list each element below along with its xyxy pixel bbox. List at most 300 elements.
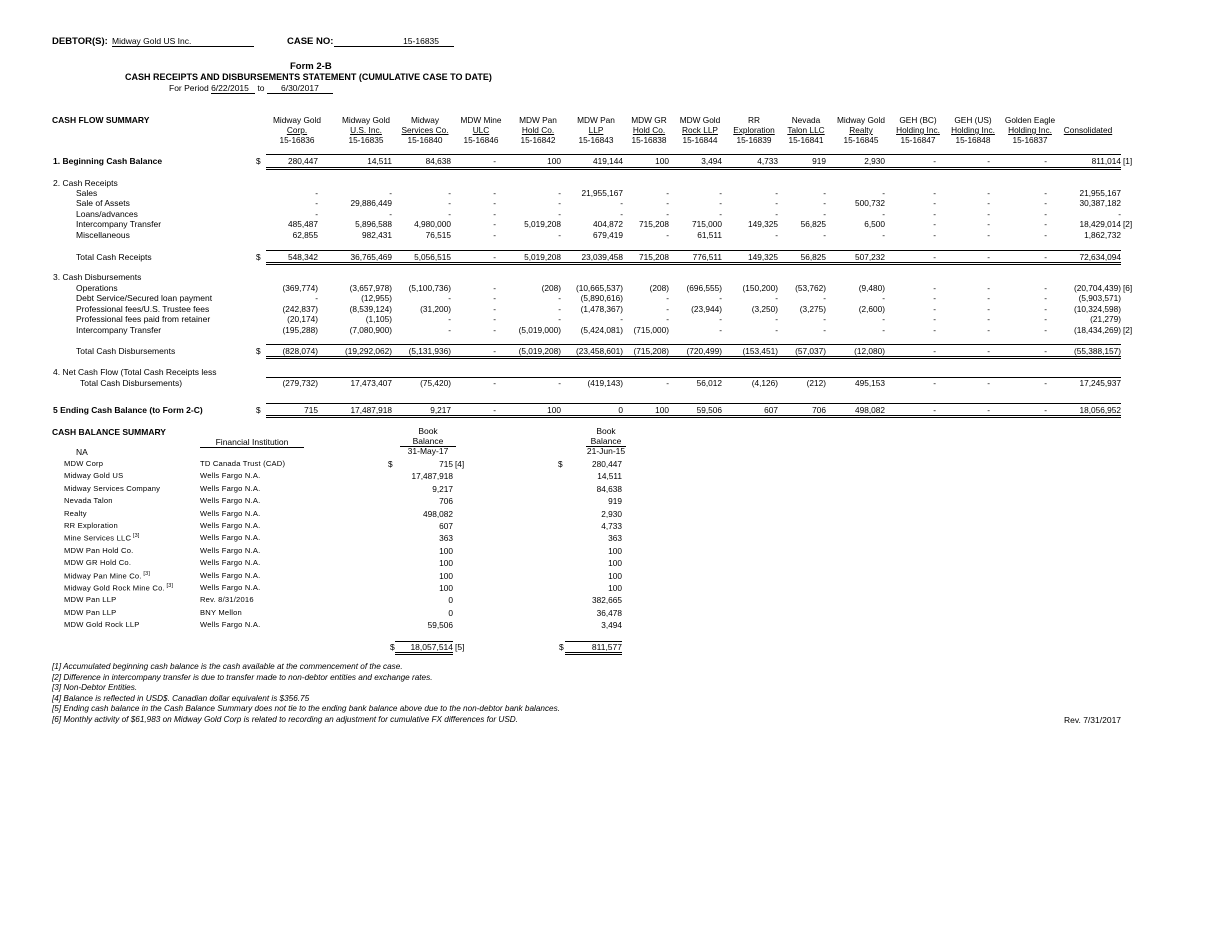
cell-value: 56,825 [800, 219, 826, 229]
cell-value: 811,014 [1091, 156, 1121, 166]
institution: Wells Fargo N.A. [200, 583, 261, 592]
cell-value: 404,872 [593, 219, 623, 229]
cell-value: - [389, 209, 392, 219]
cell-value: - [448, 198, 451, 208]
cell-value: - [666, 304, 669, 314]
book-balance-2: 3,494 [601, 620, 622, 631]
cell-value: 100 [547, 156, 561, 166]
cell-value: - [620, 314, 623, 324]
cell-value: - [558, 293, 561, 303]
institution: Wells Fargo N.A. [200, 533, 261, 543]
book-balance-header-2: Book Balance 21-Jun-15 [586, 426, 626, 456]
cell-value: - [1044, 304, 1047, 314]
cell-value: 679,419 [593, 230, 623, 240]
column-header: MDW Mine ULC 15-16846 [460, 115, 502, 145]
account-name: Midway Gold US [64, 471, 124, 481]
cell-value: (3,657,978) [349, 283, 392, 293]
cell-value: 776,511 [692, 252, 722, 262]
currency-symbol: $ [388, 459, 393, 469]
cell-value: 715 [304, 405, 318, 415]
period-line: For Period 6/22/2015 to 6/30/2017 [169, 83, 333, 94]
cell-value: 21,955,167 [581, 188, 623, 198]
cell-value: - [987, 378, 990, 388]
column-header: MDW Gold Rock LLP 15-16844 [679, 115, 721, 145]
column-header: GEH (BC) Holding Inc. 15-16847 [896, 115, 940, 145]
book-balance-2: 14,511 [597, 471, 622, 482]
cell-value: - [933, 283, 936, 293]
footnote-5: [5] Ending cash balance in the Cash Balance Summary does not tie to the ending bank balance above due to the non-debtor bank balances. [52, 704, 560, 713]
cell-value: (9,480) [858, 283, 885, 293]
cell-value: - [987, 230, 990, 240]
cell-value: 14,511 [367, 156, 392, 166]
row-label: 4. Net Cash Flow (Total Cash Receipts less [53, 367, 217, 377]
cell-value: - [987, 156, 990, 166]
cell-value: - [1044, 293, 1047, 303]
footnote-ref: [3] [131, 533, 140, 540]
book-balance-1: 100 [439, 583, 453, 593]
row-note: [2] [1123, 219, 1133, 229]
book-balance-2: 4,733 [601, 521, 622, 531]
book-balance-1: 0 [448, 595, 453, 606]
balance-note: [4] [455, 459, 465, 469]
account-name: RR Exploration [64, 521, 118, 530]
cell-value: (31,200) [420, 304, 451, 314]
account-name: Mine Services LLC [3] [64, 533, 140, 543]
cell-value: - [987, 405, 990, 415]
cell-value: 6,500 [864, 219, 885, 229]
cell-value: - [823, 314, 826, 324]
book-balance-2: 36,478 [596, 607, 622, 618]
case-value: 15-16835 [334, 36, 454, 47]
cell-value: - [987, 283, 990, 293]
account-name: Realty [64, 508, 87, 518]
cell-value: - [987, 346, 990, 356]
cell-value: - [823, 325, 826, 335]
cell-value: - [389, 188, 392, 198]
column-header: MDW GR Hold Co. 15-16838 [631, 115, 667, 145]
cell-value: (5,019,208) [518, 346, 561, 356]
footnote-3: [3] Non-Debtor Entities. [52, 683, 138, 692]
cell-value: (153,451) [742, 346, 778, 356]
cell-value: - [933, 378, 936, 388]
cell-value: (715,208) [633, 346, 669, 356]
cbs-total-1: 18,057,514 [395, 641, 453, 655]
row-label: 3. Cash Disbursements [53, 272, 142, 282]
cell-value: - [719, 198, 722, 208]
cell-value: (5,424,081) [580, 325, 623, 335]
cell-value: (55,388,157) [1073, 346, 1121, 356]
cell-value: - [493, 252, 496, 262]
cell-value: - [448, 188, 451, 198]
cell-value: (208) [541, 283, 561, 293]
cell-value: (21,279) [1090, 314, 1121, 324]
cell-value: - [719, 325, 722, 335]
account-name: Midway Gold Rock Mine Co. [3] [64, 583, 174, 593]
cell-value: 9,217 [430, 405, 451, 415]
column-header: Midway Gold Corp. 15-16836 [273, 115, 321, 145]
book-balance-1: 17,487,918 [411, 471, 453, 482]
cell-value: - [933, 293, 936, 303]
rule-line [266, 403, 1121, 404]
cell-value: 3,494 [701, 156, 722, 166]
cell-value: 62,855 [292, 230, 318, 240]
column-header: Golden Eagle Holding Inc. 15-16837 [1004, 115, 1056, 145]
footnote-ref: [3] [141, 570, 151, 577]
cell-value: - [666, 209, 669, 219]
cell-value: - [775, 325, 778, 335]
cell-value: - [493, 209, 496, 219]
cell-value: (10,665,537) [575, 283, 623, 293]
cell-value: - [448, 325, 451, 335]
column-header: Midway Gold Realty 15-16845 [837, 115, 885, 145]
cell-value: - [1044, 198, 1047, 208]
rule-line [266, 415, 1121, 418]
cell-value: - [666, 230, 669, 240]
cell-value: - [493, 230, 496, 240]
case-label: CASE NO: [287, 36, 334, 47]
rule-line [266, 356, 1121, 359]
book-balance-2: 100 [608, 558, 622, 569]
account-name: MDW Gold Rock LLP [64, 620, 140, 630]
cell-value: 607 [764, 405, 778, 415]
cell-value: - [1044, 283, 1047, 293]
row-label: Sale of Assets [76, 198, 130, 208]
cell-value: 715,000 [692, 219, 722, 229]
cell-value: - [1044, 405, 1047, 415]
account-name: Nevada Talon [64, 496, 113, 506]
cell-value: - [1044, 346, 1047, 356]
cell-value: 149,325 [748, 219, 778, 229]
form-label: Form 2-B [290, 61, 332, 72]
cell-value: (2,600) [858, 304, 885, 314]
institution: BNY Mellon [200, 607, 242, 617]
cell-value: - [448, 293, 451, 303]
cell-value: - [882, 209, 885, 219]
cell-value: (150,200) [742, 283, 778, 293]
cash-balance-summary-title: CASH BALANCE SUMMARY [52, 427, 166, 437]
cell-value: - [933, 314, 936, 324]
statement-title: CASH RECEIPTS AND DISBURSEMENTS STATEMENT (CUMULATIVE CASE TO DATE) [125, 72, 492, 82]
footnote-4: [4] Balance is reflected in USD$. Canadian dollar equivalent is $356.75 [52, 694, 310, 703]
institution: Wells Fargo N.A. [200, 620, 261, 630]
cell-value: - [775, 188, 778, 198]
cell-value: (5,890,616) [580, 293, 623, 303]
cell-value: (20,704,439) [1073, 283, 1121, 293]
total2-currency: $ [559, 642, 564, 652]
cell-value: - [493, 304, 496, 314]
cell-value: - [987, 219, 990, 229]
cash-flow-summary-title: CASH FLOW SUMMARY [52, 115, 150, 125]
cell-value: - [933, 346, 936, 356]
cell-value: 4,980,000 [414, 219, 451, 229]
cell-value: - [493, 346, 496, 356]
cell-value: - [558, 198, 561, 208]
cell-value: - [882, 188, 885, 198]
cell-value: - [315, 209, 318, 219]
cell-value: 17,473,407 [350, 378, 392, 388]
cell-value: - [493, 325, 496, 335]
cell-value: (1,478,367) [580, 304, 623, 314]
book-balance-2: 363 [608, 533, 622, 544]
rule-line [266, 250, 1121, 251]
cell-value: (18,434,269) [1073, 325, 1121, 335]
currency-symbol: $ [256, 346, 261, 356]
cell-value: (696,555) [686, 283, 722, 293]
cell-value: (3,275) [799, 304, 826, 314]
cell-value: - [933, 198, 936, 208]
cell-value: - [933, 156, 936, 166]
cell-value: 18,056,952 [1079, 405, 1121, 415]
book-balance-1: 100 [439, 570, 453, 581]
book-balance-1: 100 [439, 558, 453, 569]
cell-value: (715,000) [633, 325, 669, 335]
cell-value: - [448, 209, 451, 219]
cell-value: (419,143) [587, 378, 623, 388]
institution: Wells Fargo N.A. [200, 496, 261, 506]
cell-value: 100 [547, 405, 561, 415]
column-header: Nevada Talon LLC 15-16841 [787, 115, 825, 145]
book-balance-1: 0 [448, 607, 453, 618]
cell-value: - [1118, 209, 1121, 219]
debtor-label: DEBTOR(S): [52, 36, 108, 47]
cell-value: - [775, 314, 778, 324]
cell-value: 5,019,208 [524, 252, 561, 262]
institution: Wells Fargo N.A. [200, 521, 261, 530]
cell-value: - [620, 209, 623, 219]
account-name: MDW GR Hold Co. [64, 558, 132, 568]
currency-symbol: $ [558, 459, 563, 469]
cell-value: - [558, 378, 561, 388]
cell-value: - [719, 188, 722, 198]
cell-value: - [1044, 188, 1047, 198]
cell-value: - [719, 314, 722, 324]
column-header: Midway Services Co. 15-16840 [401, 115, 449, 145]
cell-value: - [882, 314, 885, 324]
rule-line [266, 167, 1121, 170]
cell-value: - [666, 378, 669, 388]
cell-value: 56,012 [696, 378, 722, 388]
cell-value: (720,499) [686, 346, 722, 356]
cell-value: - [882, 293, 885, 303]
cell-value: (5,100,736) [408, 283, 451, 293]
cell-value: 498,082 [855, 405, 885, 415]
cell-value: - [933, 405, 936, 415]
cell-value: (19,292,062) [344, 346, 392, 356]
cell-value: - [775, 209, 778, 219]
cell-value: 29,886,449 [350, 198, 392, 208]
cell-value: - [1044, 219, 1047, 229]
currency-symbol: $ [256, 156, 261, 166]
cell-value: 18,429,014 [1079, 219, 1121, 229]
cell-value: - [933, 188, 936, 198]
cell-value: - [493, 188, 496, 198]
cell-value: - [1044, 378, 1047, 388]
cell-value: - [933, 252, 936, 262]
cell-value: (12,955) [361, 293, 392, 303]
cell-value: - [719, 209, 722, 219]
book-balance-1: 498,082 [423, 508, 453, 519]
cell-value: - [1044, 252, 1047, 262]
institution: Rev. 8/31/2016 [200, 595, 254, 605]
cell-value: (369,774) [282, 283, 318, 293]
account-name: MDW Corp [64, 459, 104, 468]
cell-value: - [666, 198, 669, 208]
cell-value: 4,733 [757, 156, 778, 166]
row-label: Loans/advances [76, 209, 138, 219]
cell-value: - [987, 293, 990, 303]
cell-value: (57,037) [795, 346, 826, 356]
cell-value: - [315, 188, 318, 198]
cell-value: 919 [812, 156, 826, 166]
cell-value: - [558, 188, 561, 198]
cell-value: 715,208 [639, 252, 669, 262]
cell-value: - [987, 314, 990, 324]
institution: Wells Fargo N.A. [200, 558, 261, 568]
footnote-2: [2] Difference in intercompany transfer is due to transfer made to non-debtor entities and exchange rates. [52, 673, 433, 682]
book-balance-1: 100 [439, 545, 453, 556]
cell-value: - [775, 198, 778, 208]
cell-value: - [823, 198, 826, 208]
cell-value: (195,288) [282, 325, 318, 335]
account-name: MDW Pan LLP [64, 595, 117, 605]
rule-line [266, 377, 1121, 378]
cell-value: 5,056,515 [414, 252, 451, 262]
cell-value: 706 [812, 405, 826, 415]
book-balance-2: 84,638 [596, 483, 622, 494]
cell-value: (23,944) [691, 304, 722, 314]
cell-value: (75,420) [420, 378, 451, 388]
cell-value: (4,126) [751, 378, 778, 388]
cell-value: - [933, 304, 936, 314]
row-label: Total Cash Disbursements [76, 346, 176, 356]
cell-value: 5,896,588 [355, 219, 392, 229]
cell-value: - [493, 156, 496, 166]
row-note: [1] [1123, 156, 1133, 166]
cell-value: (1,105) [365, 314, 392, 324]
cell-value: 419,144 [593, 156, 623, 166]
financial-institution-header: Financial Institution [200, 437, 304, 448]
footnote-ref: [3] [164, 583, 174, 589]
row-note: [2] [1123, 325, 1133, 335]
column-header: MDW Pan Hold Co. 15-16842 [519, 115, 557, 145]
institution: Wells Fargo N.A. [200, 570, 261, 580]
cell-value: - [775, 230, 778, 240]
cell-value: 84,638 [425, 156, 451, 166]
cell-value: 0 [618, 405, 623, 415]
cell-value: - [493, 314, 496, 324]
cell-value: 21,955,167 [1079, 188, 1121, 198]
cell-value: - [933, 219, 936, 229]
cell-value: 72,634,094 [1079, 252, 1121, 262]
column-header: MDW Pan LLP 15-16843 [577, 115, 615, 145]
cell-value: - [493, 219, 496, 229]
cell-value: - [882, 325, 885, 335]
cell-value: - [493, 405, 496, 415]
book-balance-2: 100 [608, 570, 622, 581]
column-header: GEH (US) Holding Inc. 15-16848 [951, 115, 995, 145]
cell-value: 500,732 [855, 198, 885, 208]
cell-value: 100 [655, 156, 669, 166]
book-balance-2: 100 [608, 583, 622, 593]
book-balance-1: 9,217 [432, 483, 453, 494]
book-balance-1: 706 [439, 496, 453, 507]
cell-value: 56,825 [800, 252, 826, 262]
institution: Wells Fargo N.A. [200, 508, 261, 518]
row-label: Total Cash Receipts [76, 252, 152, 262]
cell-value: - [719, 293, 722, 303]
cell-value: (10,324,598) [1073, 304, 1121, 314]
row-label: Professional fees paid from retainer [76, 314, 211, 324]
cell-value: - [987, 188, 990, 198]
cell-value: - [882, 230, 885, 240]
book-balance-2: 2,930 [601, 508, 622, 519]
row-label: 5 Ending Cash Balance (to Form 2-C) [53, 405, 203, 415]
cell-value: 715,208 [639, 219, 669, 229]
row-label: 2. Cash Receipts [53, 178, 118, 188]
cell-value: (828,074) [282, 346, 318, 356]
cell-value: - [666, 293, 669, 303]
cell-value: 17,487,918 [350, 405, 392, 415]
cell-value: (20,174) [287, 314, 318, 324]
row-label: Miscellaneous [76, 230, 130, 240]
column-header: Midway Gold U.S. Inc. 15-16835 [342, 115, 390, 145]
cell-value: - [1044, 230, 1047, 240]
rule-line [266, 262, 1121, 265]
cell-value: - [987, 252, 990, 262]
rule-line [266, 344, 1121, 345]
cell-value: (5,903,571) [1078, 293, 1121, 303]
book-balance-1: 59,506 [427, 620, 453, 631]
row-label: Professional fees/U.S. Trustee fees [76, 304, 210, 314]
cell-value: - [493, 293, 496, 303]
cell-value: 76,515 [425, 230, 451, 240]
cell-value: 100 [655, 405, 669, 415]
cell-value: 30,387,182 [1079, 198, 1121, 208]
cell-value: 5,019,208 [524, 219, 561, 229]
account-name: Midway Services Company [64, 483, 161, 493]
cell-value: - [1044, 156, 1047, 166]
cell-value: - [1044, 209, 1047, 219]
account-name: Midway Pan Mine Co. [3] [64, 570, 151, 581]
row-label: Intercompany Transfer [76, 219, 162, 229]
debtor-value: Midway Gold US Inc. [112, 36, 254, 47]
total1-currency: $ [390, 642, 395, 652]
cell-value: 61,511 [697, 230, 722, 240]
cell-value: (279,732) [282, 378, 318, 388]
cell-value: (208) [649, 283, 669, 293]
column-header: RR Exploration 15-16839 [733, 115, 775, 145]
account-name: MDW Pan Hold Co. [64, 545, 134, 555]
cell-value: - [775, 293, 778, 303]
cell-value: - [448, 314, 451, 324]
cell-value: - [933, 325, 936, 335]
book-balance-header-1: Book Balance 31-May-17 [400, 427, 456, 457]
cell-value: 59,506 [696, 405, 722, 415]
cell-value: 149,325 [748, 252, 778, 262]
cell-value: - [823, 188, 826, 198]
cell-value: - [666, 188, 669, 198]
row-label: Operations [76, 283, 118, 293]
cell-value: - [1044, 325, 1047, 335]
row-label: Intercompany Transfer [76, 325, 162, 335]
cell-value: 23,039,458 [581, 252, 623, 262]
cell-value: - [315, 293, 318, 303]
row-label-cont: Total Cash Disbursements) [80, 378, 183, 388]
row-label: Sales [76, 188, 98, 198]
footnote-1: [1] Accumulated beginning cash balance is the cash available at the commencement of the case. [52, 662, 403, 671]
institution: Wells Fargo N.A. [200, 471, 261, 481]
book-balance-2: 280,447 [592, 459, 622, 469]
